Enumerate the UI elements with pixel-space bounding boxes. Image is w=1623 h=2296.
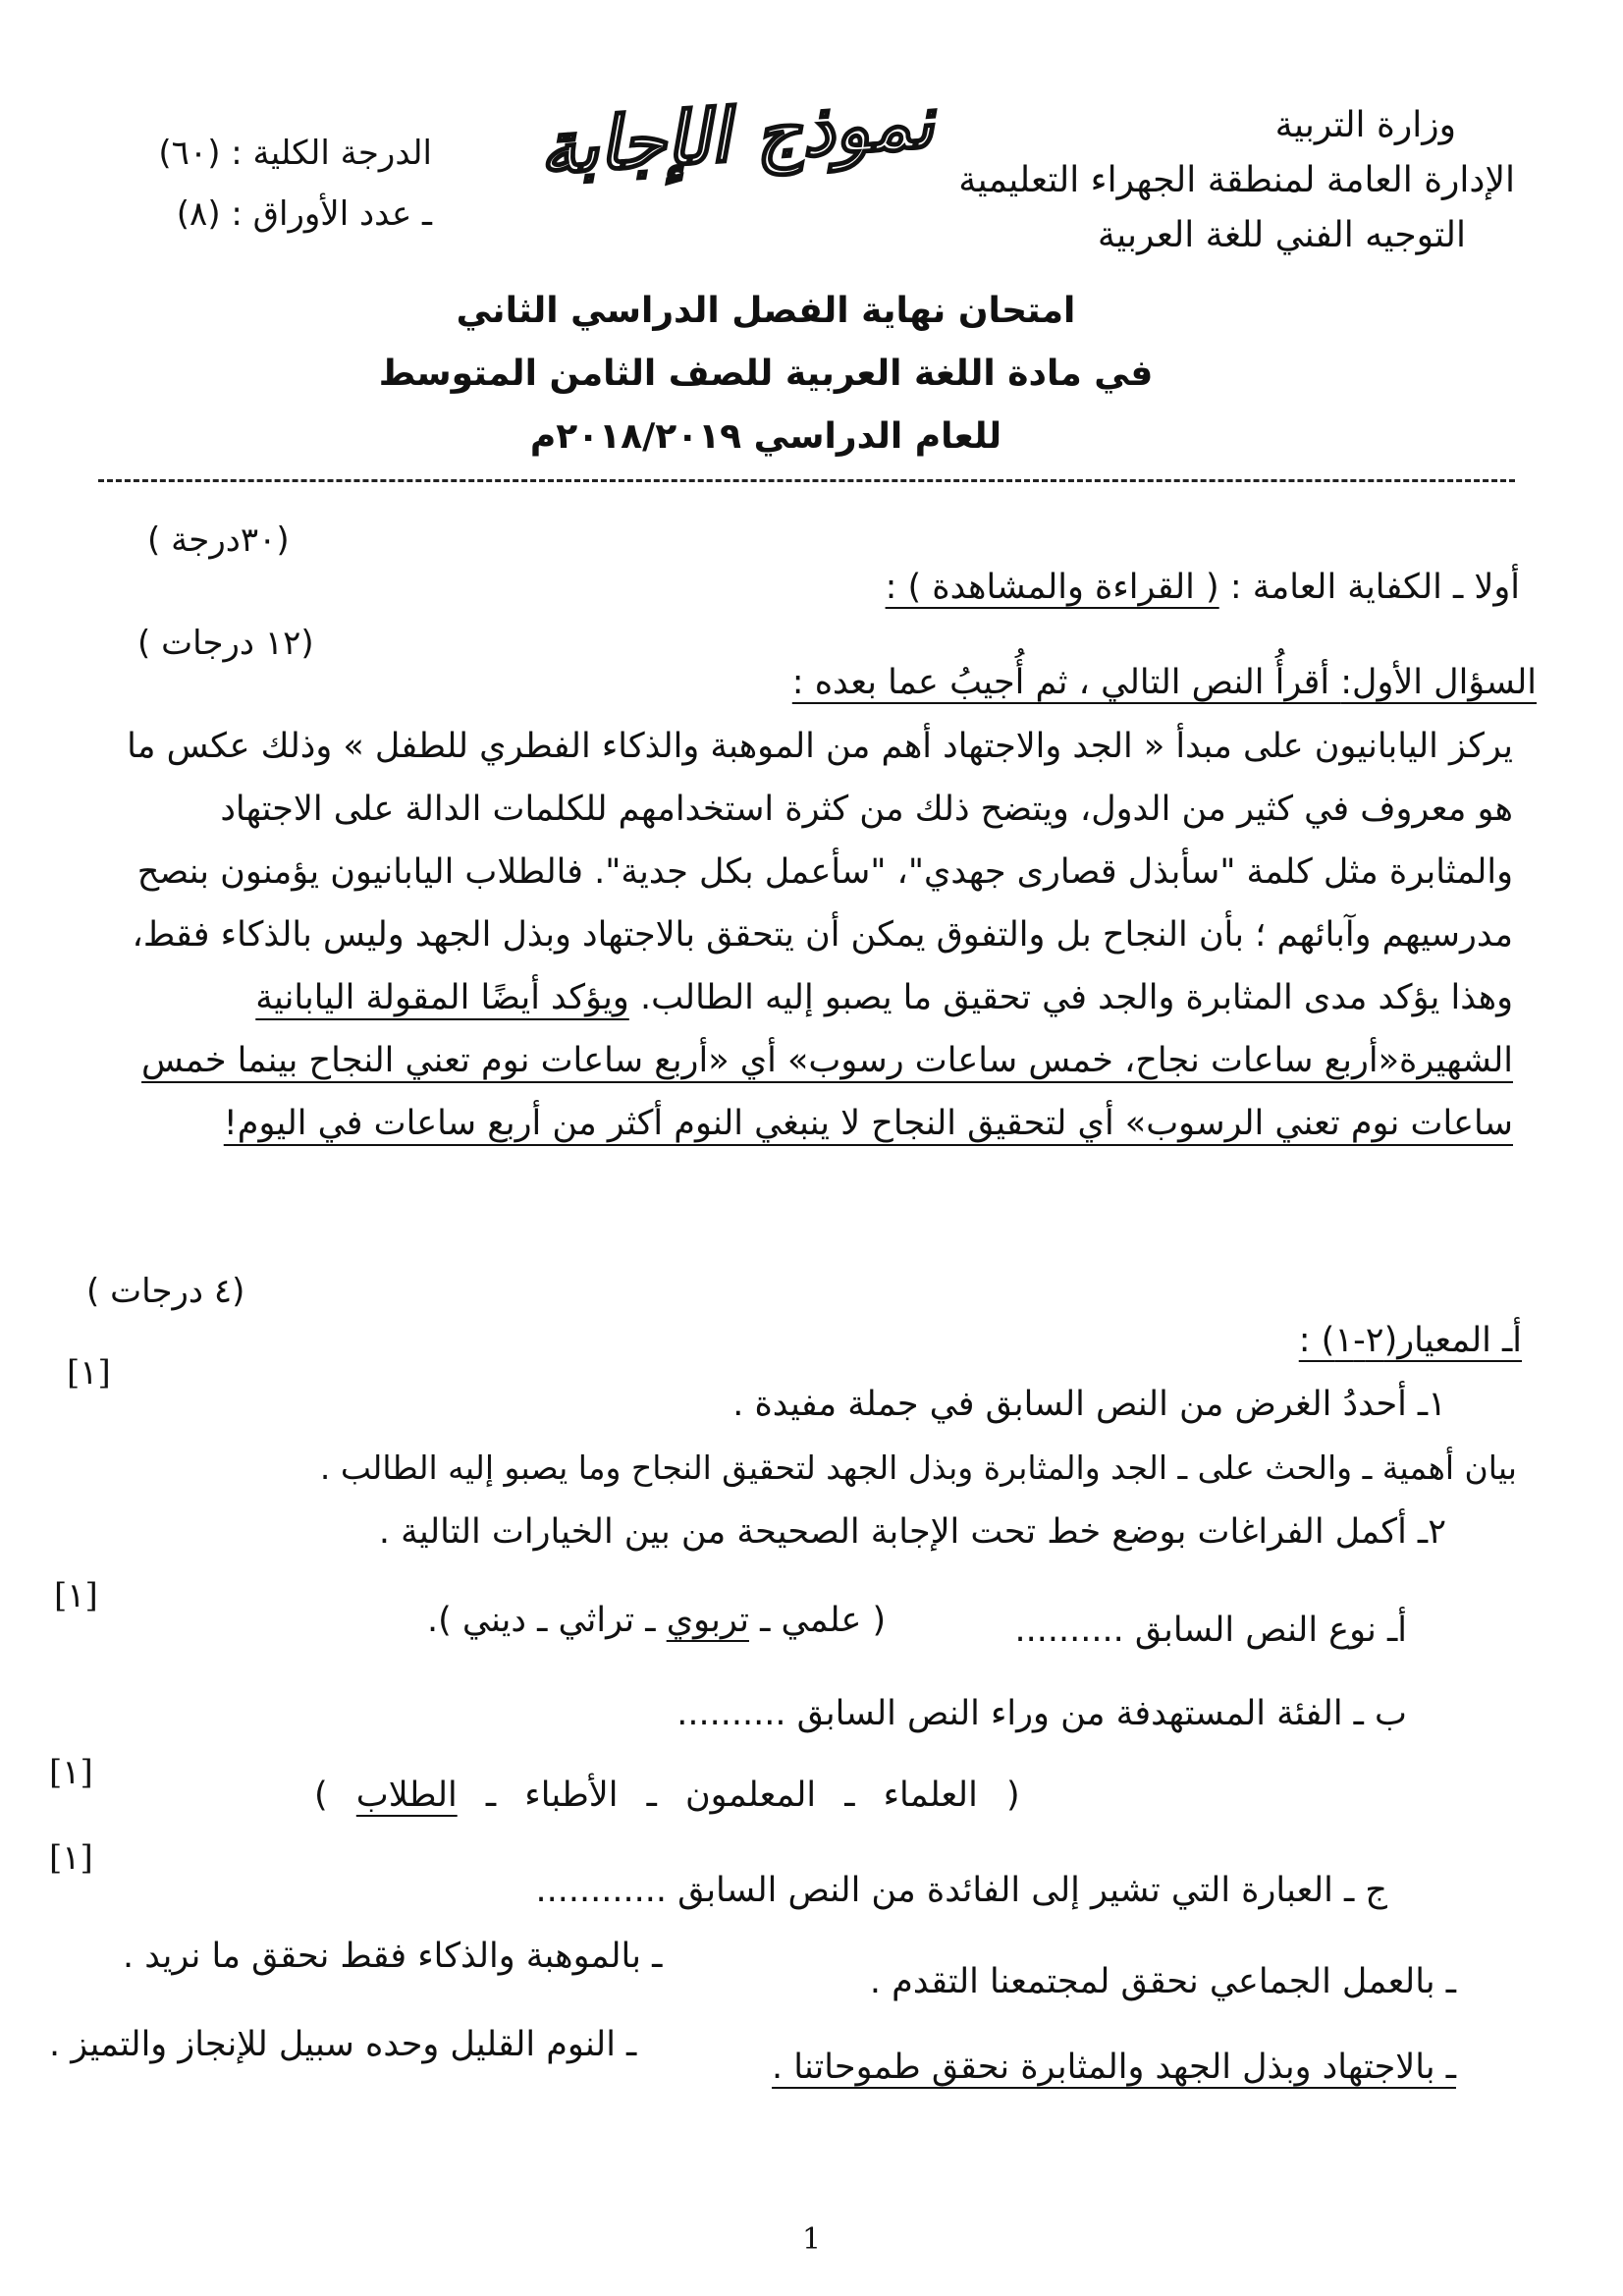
part-a-score: (٤ درجات ) [86, 1272, 245, 1311]
exam-title-line3: للعام الدراسي ٢٠١٨/٢٠١٩م [529, 416, 1002, 457]
header-divider [98, 479, 1515, 482]
section1-heading-prefix: أولا ـ الكفاية العامة : [1218, 568, 1520, 607]
question1-instruction: أقرأُ النص التالي ، ثم أُجيبُ عما بعده : [791, 663, 1341, 702]
c-option-1: ـ بالعمل الجماعي نحقق لمجتمعنا التقدم . [869, 1962, 1456, 2001]
page-number: 1 [801, 2222, 822, 2257]
exam-title-line2: في مادة اللغة العربية للصف الثامن المتوسط [378, 354, 1154, 394]
c-text: ج ـ العبارة التي تشير إلى الفائدة من النص السابق ............ [535, 1871, 1387, 1910]
reading-passage [99, 715, 1513, 1155]
answer-model-title: نموذج الإجابة [536, 80, 937, 191]
ministry-name: وزارة التربية [1274, 105, 1456, 145]
exam-title [373, 280, 1159, 468]
a-choices-open: ( علمي ـ [760, 1601, 887, 1640]
a-choices-close: ـ تراثي ـ ديني ). [427, 1601, 656, 1640]
pages-count: ـ عدد الأوراق : (٨) [176, 194, 432, 234]
a-mark: [١] [54, 1576, 98, 1615]
c-mark: [١] [49, 1838, 93, 1878]
q1-text: ١ـ أحددُ الغرض من النص السابق في جملة مفيدة . [732, 1385, 1446, 1424]
question1-score: (١٢ درجات ) [137, 624, 314, 663]
b-correct-answer: الطلاب [355, 1776, 458, 1815]
header-grades [108, 123, 432, 245]
q1-answer: بيان أهمية ـ والحث على ـ الجد والمثابرة وبذل الجهد لتحقيق النجاح وما يصبو إليه الطالب . [319, 1449, 1517, 1487]
passage-underlined-quote: ويؤكد أيضًا المقولة اليابانية الشهيرة«أربع ساعات نجاح، خمس ساعات رسوب» أي «أربع ساعات نوم تعني النجاح بينما خمس ساعات نوم تعني الرسوب» أي لتحقيق النجاح لا ينبغي النوم أكثر من أربع ساعات في اليوم! [141, 978, 1513, 1143]
passage-text: يركز اليابانيون على مبدأ « الجد والاجتهاد أهم من الموهبة والذكاء الفطري للطفل » وذلك عكس ما هو معروف في كثير من الدول، ويتضح ذلك من كثرة استخدامهم للكلمات الدالة على الاجتهاد والمثابرة مثل كلمة "سأبذل قصارى جهدي"، "سأعمل بكل جدية". فالطلاب اليابانيون يؤمنون بنصح مدرسيهم وآبائهم ؛ بأن النجاح بل والتفوق يمكن أن يتحقق بالاجتهاد وبذل الجهد وليس بالذكاء فقط، وهذا يؤكد مدى المثابرة والجد في تحقيق ما يصبو إليه الطالب. [127, 727, 1513, 1017]
b-choices [314, 1776, 1020, 1815]
question1-label: السؤال الأول: [1340, 663, 1537, 702]
b-choices-close: ) [314, 1776, 328, 1815]
section1-heading [886, 568, 1520, 607]
c-option-4: ـ النوم القليل وحده سبيل للإنجاز والتميز . [49, 2025, 637, 2064]
q2-text: ٢ـ أكمل الفراغات بوضع خط تحت الإجابة الصحيحة من بين الخيارات التالية . [378, 1512, 1446, 1552]
directorate-name: الإدارة العامة لمنطقة الجهراء التعليمية [958, 160, 1515, 200]
b-text: ب ـ الفئة المستهدفة من وراء النص السابق .......... [676, 1694, 1407, 1733]
section1-heading-topic: ( القراءة والمشاهدة ) : [885, 568, 1219, 607]
c-option-2: ـ بالموهبة والذكاء فقط نحقق ما نريد . [123, 1937, 663, 1976]
b-mark: [١] [49, 1753, 93, 1792]
supervision-name: التوجيه الفني للغة العربية [1097, 215, 1466, 255]
part-a-criterion: أـ المعيار(٢-١) : [1298, 1321, 1522, 1360]
question1-heading [792, 663, 1537, 702]
a-correct-answer: تربوي [666, 1601, 749, 1640]
section1-score: (٣٠درجة ) [147, 520, 290, 560]
part-a-label [1299, 1321, 1522, 1360]
total-grade: الدرجة الكلية : (٦٠) [158, 134, 432, 173]
header-institution [926, 98, 1515, 263]
a-choices [427, 1601, 886, 1640]
b-choices-open: ( العلماء ـ المعلمون ـ الأطباء ـ [485, 1776, 1020, 1815]
q1-mark: [١] [67, 1353, 111, 1393]
c-correct-answer: ـ بالاجتهاد وبذل الجهد والمثابرة نحقق طموحاتنا . [772, 2048, 1456, 2087]
a-text: أـ نوع النص السابق .......... [1014, 1611, 1407, 1650]
c-option-3 [772, 2048, 1456, 2087]
exam-title-line1: امتحان نهاية الفصل الدراسي الثاني [456, 291, 1076, 331]
